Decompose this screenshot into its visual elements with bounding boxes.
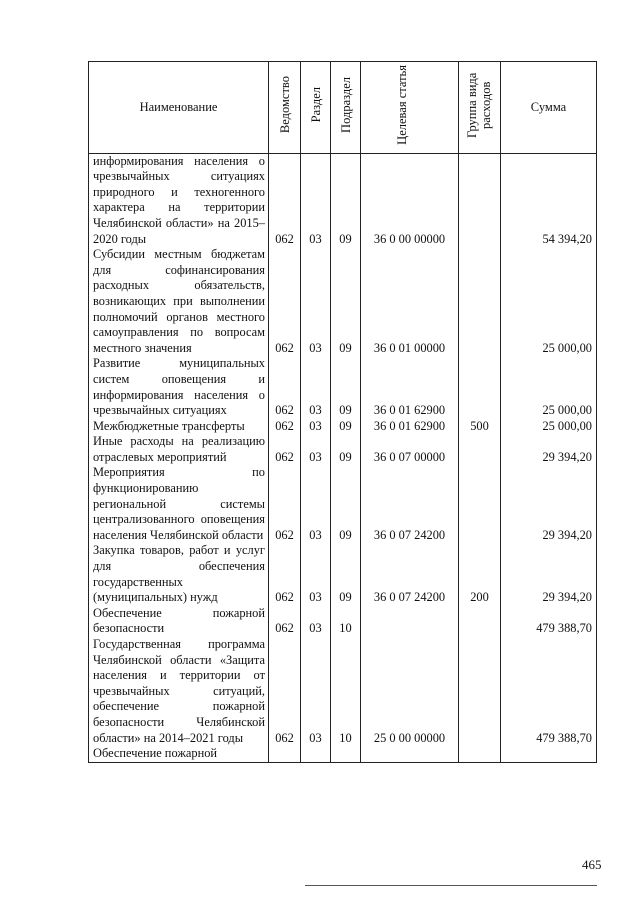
row-subsection: 09 <box>331 356 361 418</box>
table-header <box>89 62 597 154</box>
row-department: 062 <box>269 465 301 543</box>
header-section-label: Раздел <box>308 87 323 123</box>
page-number: 465 <box>582 857 602 872</box>
table-row <box>89 543 597 605</box>
row-section: 03 <box>301 606 331 637</box>
row-name: Обеспечение пожарной <box>89 746 269 762</box>
row-subsection: 09 <box>331 153 361 247</box>
footer-line <box>305 885 597 886</box>
row-subsection: 09 <box>331 465 361 543</box>
row-name: Развитие муниципальных систем оповещения и информирования населения о чрезвычайных ситуациях <box>89 356 269 418</box>
header-amount: Сумма <box>501 62 597 154</box>
row-expense-group: 200 <box>459 543 501 605</box>
row-expense-group <box>459 637 501 746</box>
header-department-label: Ведомство <box>277 76 292 134</box>
row-expense-group <box>459 746 501 762</box>
row-expense-group <box>459 247 501 356</box>
row-amount: 29 394,20 <box>501 543 597 605</box>
row-subsection: 09 <box>331 543 361 605</box>
row-target-article: 36 0 00 00000 <box>361 153 459 247</box>
row-subsection: 10 <box>331 606 361 637</box>
row-target-article: 36 0 07 00000 <box>361 434 459 465</box>
row-target-article: 36 0 07 24200 <box>361 543 459 605</box>
row-expense-group <box>459 465 501 543</box>
row-subsection <box>331 746 361 762</box>
table-row <box>89 606 597 637</box>
row-target-article: 36 0 07 24200 <box>361 465 459 543</box>
row-department: 062 <box>269 637 301 746</box>
table-row <box>89 153 597 247</box>
row-department: 062 <box>269 606 301 637</box>
header-target-article <box>361 62 459 154</box>
row-department: 062 <box>269 419 301 435</box>
row-department: 062 <box>269 247 301 356</box>
row-section: 03 <box>301 153 331 247</box>
row-name: Мероприятия по функционированию региональной системы централизованного оповещения населения Челябинской области <box>89 465 269 543</box>
table-row <box>89 434 597 465</box>
row-section: 03 <box>301 356 331 418</box>
row-expense-group <box>459 356 501 418</box>
row-amount: 25 000,00 <box>501 247 597 356</box>
row-name: Иные расходы на реализацию отраслевых мероприятий <box>89 434 269 465</box>
table-body <box>89 153 597 762</box>
row-name: Межбюджетные трансферты <box>89 419 269 435</box>
row-subsection: 09 <box>331 419 361 435</box>
row-department: 062 <box>269 543 301 605</box>
header-name: Наименование <box>89 62 269 154</box>
row-section: 03 <box>301 434 331 465</box>
row-amount: 29 394,20 <box>501 434 597 465</box>
table-row <box>89 746 597 762</box>
row-name: Закупка товаров, работ и услуг для обеспечения государственных (муниципальных) нужд <box>89 543 269 605</box>
row-expense-group: 500 <box>459 419 501 435</box>
table-row <box>89 637 597 746</box>
table-row <box>89 419 597 435</box>
row-section: 03 <box>301 637 331 746</box>
row-name: информирования населения о чрезвычайных ситуациях природного и техногенного характера на территории Челябинской области» на 2015–2020 годы <box>89 153 269 247</box>
row-target-article: 36 0 01 00000 <box>361 247 459 356</box>
header-expense-group-label: Группа вида расходов <box>464 72 493 138</box>
row-name: Субсидии местным бюджетам для софинансирования расходных обязательств, возникающих при выполнении полномочий органов местного самоуправления по вопросам местного значения <box>89 247 269 356</box>
row-amount: 25 000,00 <box>501 356 597 418</box>
row-subsection: 09 <box>331 434 361 465</box>
header-department <box>269 62 301 154</box>
row-section: 03 <box>301 247 331 356</box>
row-expense-group <box>459 606 501 637</box>
row-department <box>269 746 301 762</box>
row-amount: 479 388,70 <box>501 637 597 746</box>
row-amount: 29 394,20 <box>501 465 597 543</box>
row-subsection: 10 <box>331 637 361 746</box>
header-expense-group <box>459 62 501 154</box>
table-row <box>89 356 597 418</box>
budget-table <box>88 61 597 763</box>
row-department: 062 <box>269 356 301 418</box>
row-amount: 25 000,00 <box>501 419 597 435</box>
header-subsection-label: Подраздел <box>338 77 353 133</box>
row-section: 03 <box>301 543 331 605</box>
row-amount: 479 388,70 <box>501 606 597 637</box>
row-amount <box>501 746 597 762</box>
header-section <box>301 62 331 154</box>
table-row <box>89 247 597 356</box>
row-target-article: 36 0 01 62900 <box>361 356 459 418</box>
header-subsection <box>331 62 361 154</box>
row-target-article: 36 0 01 62900 <box>361 419 459 435</box>
row-target-article <box>361 606 459 637</box>
row-section: 03 <box>301 465 331 543</box>
table-row <box>89 465 597 543</box>
row-target-article: 25 0 00 00000 <box>361 637 459 746</box>
row-section <box>301 746 331 762</box>
row-department: 062 <box>269 434 301 465</box>
row-target-article <box>361 746 459 762</box>
row-name: Обеспечение пожарной безопасности <box>89 606 269 637</box>
header-target-article-label: Целевая статья <box>394 65 409 145</box>
row-name: Государственная программа Челябинской области «Защита населения и территории от чрезвычайных ситуаций, обеспечение пожарной безопасности Челябинской области» на 2014–2021 годы <box>89 637 269 746</box>
row-amount: 54 394,20 <box>501 153 597 247</box>
row-subsection: 09 <box>331 247 361 356</box>
row-section: 03 <box>301 419 331 435</box>
row-department: 062 <box>269 153 301 247</box>
row-expense-group <box>459 153 501 247</box>
row-expense-group <box>459 434 501 465</box>
